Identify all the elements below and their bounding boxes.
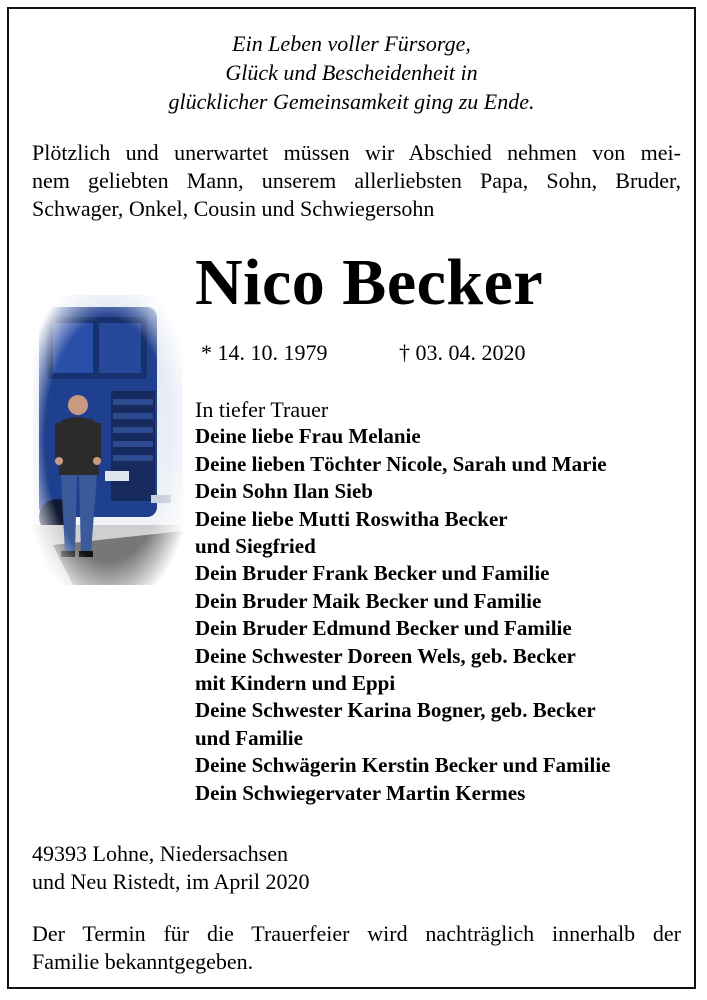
mourner-line: Dein Bruder Edmund Becker und Familie — [195, 616, 572, 641]
motto-line: glücklicher Gemeinsamkeit ging zu Ende. — [168, 89, 535, 114]
mourner-line: und Familie — [195, 725, 303, 750]
mourner-line: Dein Schwiegervater Martin Kermes — [195, 780, 526, 805]
mourner-line: Dein Bruder Frank Becker und Familie — [195, 561, 550, 586]
mourner-line: mit Kindern und Eppi — [195, 671, 396, 696]
mourners-lead: In tiefer Trauer — [195, 397, 329, 422]
obituary-frame — [7, 7, 696, 989]
mourner-line: Deine liebe Mutti Roswitha Becker — [195, 506, 508, 531]
motto — [9, 29, 694, 116]
intro-line: Schwager, Onkel, Cousin und Schwiegersohn — [32, 196, 435, 221]
portrait-photo — [33, 295, 183, 585]
funeral-note — [32, 920, 681, 976]
mourner-line: Deine Schwester Karina Bogner, geb. Becker — [195, 698, 596, 723]
note-line: Der Termin für die Trauerfeier wird nachträglich innerhalb der — [32, 921, 681, 946]
mourner-line: Dein Sohn Ilan Sieb — [195, 479, 373, 504]
mourner-line: Dein Bruder Maik Becker und Familie — [195, 588, 542, 613]
intro-text — [32, 139, 681, 223]
mourners-list — [195, 396, 611, 807]
deceased-name: Nico Becker — [195, 246, 544, 319]
mourner-line: Deine Schwester Doreen Wels, geb. Becker — [195, 643, 576, 668]
death-date: † 03. 04. 2020 — [399, 340, 526, 365]
intro-line: Plötzlich und unerwartet müssen wir Abschied nehmen von mei- — [32, 140, 681, 165]
mourner-line: und Siegfried — [195, 534, 316, 559]
note-line: Familie bekanntgegeben. — [32, 949, 254, 974]
intro-line: nem geliebten Mann, unserem allerliebsten Papa, Sohn, Bruder, — [32, 168, 681, 193]
motto-line: Ein Leben voller Fürsorge, — [232, 31, 471, 56]
place-date — [32, 840, 309, 896]
place-line: 49393 Lohne, Niedersachsen — [32, 841, 288, 866]
mourner-line: Deine lieben Töchter Nicole, Sarah und Marie — [195, 451, 607, 476]
birth-date: * 14. 10. 1979 — [201, 340, 328, 365]
mourner-line: Deine liebe Frau Melanie — [195, 424, 421, 449]
motto-line: Glück und Bescheidenheit in — [225, 60, 478, 85]
place-line: und Neu Ristedt, im April 2020 — [32, 869, 310, 894]
mourner-line: Deine Schwägerin Kerstin Becker und Familie — [195, 753, 611, 778]
